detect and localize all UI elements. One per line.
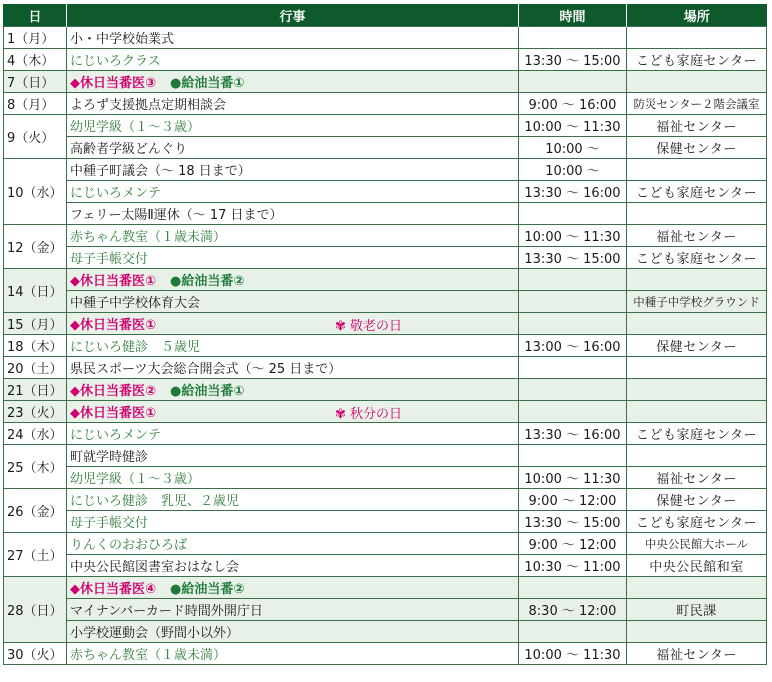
table-row-holiday bbox=[4, 379, 767, 401]
place-cell bbox=[627, 313, 767, 335]
day-cell: 15（月） bbox=[4, 313, 67, 335]
day-cell: 25（木） bbox=[4, 445, 67, 489]
event-cell bbox=[67, 577, 519, 599]
time-cell bbox=[519, 621, 627, 643]
place-cell bbox=[627, 203, 767, 225]
day-cell: 9（火） bbox=[4, 115, 67, 159]
day-cell: 18（木） bbox=[4, 335, 67, 357]
table-row bbox=[4, 489, 767, 511]
table-row bbox=[4, 159, 767, 181]
flower-icon: ✾ bbox=[335, 319, 346, 334]
holiday-doctor-duty: ◆休日当番医③ bbox=[70, 76, 157, 91]
place-cell: こども家庭センター bbox=[627, 49, 767, 71]
place-cell: 中央公民館大ホール bbox=[627, 533, 767, 555]
time-cell: 9:00 ～ 12:00 bbox=[519, 533, 627, 555]
place-cell: こども家庭センター bbox=[627, 247, 767, 269]
table-row bbox=[4, 423, 767, 445]
event-cell bbox=[67, 71, 519, 93]
time-cell bbox=[519, 401, 627, 423]
place-cell: 中種子中学校グラウンド bbox=[627, 291, 767, 313]
place-cell: 保健センター bbox=[627, 335, 767, 357]
day-cell: 8（月） bbox=[4, 93, 67, 115]
time-cell: 10:00 ～ bbox=[519, 159, 627, 181]
header-day: 日 bbox=[4, 4, 67, 27]
table-row bbox=[4, 115, 767, 137]
day-cell: 30（火） bbox=[4, 643, 67, 665]
event-cell: にじいろメンテ bbox=[67, 181, 519, 203]
event-cell: 中央公民館図書室おはなし会 bbox=[67, 555, 519, 577]
place-cell bbox=[627, 445, 767, 467]
holiday-doctor-duty: ◆休日当番医② bbox=[70, 384, 157, 399]
national-holiday bbox=[335, 315, 402, 334]
place-cell bbox=[627, 269, 767, 291]
time-cell bbox=[519, 445, 627, 467]
time-cell bbox=[519, 291, 627, 313]
event-cell: よろず支援拠点定期相談会 bbox=[67, 93, 519, 115]
time-cell: 9:00 ～ 12:00 bbox=[519, 489, 627, 511]
time-cell: 10:00 ～ 11:30 bbox=[519, 225, 627, 247]
table-row bbox=[4, 335, 767, 357]
header-event: 行事 bbox=[67, 4, 519, 27]
time-cell: 13:30 ～ 16:00 bbox=[519, 181, 627, 203]
time-cell bbox=[519, 269, 627, 291]
fuel-duty: ●給油当番① bbox=[170, 76, 245, 91]
place-cell bbox=[627, 379, 767, 401]
holiday-doctor-duty: ◆休日当番医④ bbox=[70, 582, 157, 597]
time-cell: 13:00 ～ 16:00 bbox=[519, 335, 627, 357]
fuel-duty: ●給油当番② bbox=[170, 274, 245, 289]
day-cell: 7（日） bbox=[4, 71, 67, 93]
events-calendar-table bbox=[3, 4, 767, 665]
time-cell bbox=[519, 203, 627, 225]
event-cell: 赤ちゃん教室（１歳未満） bbox=[67, 225, 519, 247]
table-row bbox=[4, 467, 767, 489]
table-row bbox=[4, 599, 767, 621]
place-cell: 福祉センター bbox=[627, 643, 767, 665]
table-row bbox=[4, 445, 767, 467]
fuel-duty: ●給油当番② bbox=[170, 582, 245, 597]
time-cell bbox=[519, 379, 627, 401]
time-cell: 13:30 ～ 16:00 bbox=[519, 423, 627, 445]
event-cell: フェリー太陽Ⅱ運休（～ 17 日まで） bbox=[67, 203, 519, 225]
time-cell: 10:00 ～ 11:30 bbox=[519, 115, 627, 137]
day-cell: 24（水） bbox=[4, 423, 67, 445]
flower-icon: ✾ bbox=[335, 407, 346, 422]
national-holiday bbox=[335, 403, 402, 422]
day-cell: 12（金） bbox=[4, 225, 67, 269]
place-cell bbox=[627, 71, 767, 93]
place-cell: こども家庭センター bbox=[627, 511, 767, 533]
place-cell: 福祉センター bbox=[627, 115, 767, 137]
table-row bbox=[4, 247, 767, 269]
table-row bbox=[4, 533, 767, 555]
table-row bbox=[4, 181, 767, 203]
event-cell: にじいろメンテ bbox=[67, 423, 519, 445]
day-cell: 1（月） bbox=[4, 27, 67, 49]
table-row-holiday bbox=[4, 269, 767, 291]
day-cell: 10（水） bbox=[4, 159, 67, 225]
event-cell: 県民スポーツ大会総合開会式（～ 25 日まで） bbox=[67, 357, 519, 379]
time-cell: 10:00 ～ 11:30 bbox=[519, 643, 627, 665]
table-row bbox=[4, 137, 767, 159]
event-cell: マイナンバーカード時間外開庁日 bbox=[67, 599, 519, 621]
day-cell: 23（火） bbox=[4, 401, 67, 423]
event-cell: 中種子中学校体育大会 bbox=[67, 291, 519, 313]
holiday-doctor-duty: ◆休日当番医① bbox=[70, 318, 157, 333]
place-cell bbox=[627, 159, 767, 181]
table-row bbox=[4, 357, 767, 379]
table-row bbox=[4, 27, 767, 49]
holiday-name-label: 敬老の日 bbox=[350, 319, 403, 334]
event-cell: 高齢者学級どんぐり bbox=[67, 137, 519, 159]
event-cell: にじいろ健診 乳児、２歳児 bbox=[67, 489, 519, 511]
event-cell: 母子手帳交付 bbox=[67, 247, 519, 269]
event-cell: 幼児学級（１～３歳） bbox=[67, 115, 519, 137]
time-cell: 13:30 ～ 15:00 bbox=[519, 511, 627, 533]
time-cell: 10:30 ～ 11:00 bbox=[519, 555, 627, 577]
table-row bbox=[4, 93, 767, 115]
event-cell: にじいろ健診 ５歳児 bbox=[67, 335, 519, 357]
time-cell: 10:00 ～ 11:30 bbox=[519, 467, 627, 489]
place-cell: こども家庭センター bbox=[627, 423, 767, 445]
event-cell bbox=[67, 401, 519, 423]
table-row bbox=[4, 621, 767, 643]
table-row bbox=[4, 643, 767, 665]
table-row bbox=[4, 49, 767, 71]
place-cell: 町民課 bbox=[627, 599, 767, 621]
time-cell: 8:30 ～ 12:00 bbox=[519, 599, 627, 621]
table-row bbox=[4, 555, 767, 577]
event-cell: 中種子町議会（～ 18 日まで） bbox=[67, 159, 519, 181]
event-cell: にじいろクラス bbox=[67, 49, 519, 71]
place-cell: 福祉センター bbox=[627, 467, 767, 489]
event-cell: 町就学時健診 bbox=[67, 445, 519, 467]
holiday-doctor-duty: ◆休日当番医① bbox=[70, 274, 157, 289]
place-cell: 保健センター bbox=[627, 137, 767, 159]
table-row bbox=[4, 225, 767, 247]
table-row-holiday bbox=[4, 577, 767, 599]
day-cell: 26（金） bbox=[4, 489, 67, 533]
day-cell: 28（日） bbox=[4, 577, 67, 643]
day-cell: 14（日） bbox=[4, 269, 67, 313]
table-row bbox=[4, 203, 767, 225]
event-cell bbox=[67, 379, 519, 401]
event-cell bbox=[67, 313, 519, 335]
time-cell: 13:30 ～ 15:00 bbox=[519, 247, 627, 269]
day-cell: 21（日） bbox=[4, 379, 67, 401]
table-row-holiday bbox=[4, 71, 767, 93]
holiday-name-label: 秋分の日 bbox=[350, 407, 403, 422]
time-cell bbox=[519, 577, 627, 599]
place-cell: こども家庭センター bbox=[627, 181, 767, 203]
time-cell: 10:00 ～ bbox=[519, 137, 627, 159]
time-cell: 9:00 ～ 16:00 bbox=[519, 93, 627, 115]
event-cell: 幼児学級（１～３歳） bbox=[67, 467, 519, 489]
table-row-holiday bbox=[4, 313, 767, 335]
table-row-holiday bbox=[4, 401, 767, 423]
place-cell: 防災センター２階会議室 bbox=[627, 93, 767, 115]
event-cell: 赤ちゃん教室（１歳未満） bbox=[67, 643, 519, 665]
holiday-doctor-duty: ◆休日当番医① bbox=[70, 406, 157, 421]
event-cell bbox=[67, 269, 519, 291]
place-cell bbox=[627, 577, 767, 599]
time-cell bbox=[519, 71, 627, 93]
place-cell bbox=[627, 27, 767, 49]
header-time: 時間 bbox=[519, 4, 627, 27]
event-cell: 小・中学校始業式 bbox=[67, 27, 519, 49]
event-cell: りんくのおおひろば bbox=[67, 533, 519, 555]
day-cell: 20（土） bbox=[4, 357, 67, 379]
day-cell: 4（木） bbox=[4, 49, 67, 71]
table-header-row bbox=[4, 4, 767, 27]
time-cell bbox=[519, 313, 627, 335]
fuel-duty: ●給油当番① bbox=[170, 384, 245, 399]
table-row bbox=[4, 291, 767, 313]
place-cell: 保健センター bbox=[627, 489, 767, 511]
place-cell bbox=[627, 401, 767, 423]
table-row bbox=[4, 511, 767, 533]
place-cell bbox=[627, 621, 767, 643]
header-place: 場所 bbox=[627, 4, 767, 27]
event-cell: 小学校運動会（野間小以外） bbox=[67, 621, 519, 643]
time-cell bbox=[519, 27, 627, 49]
day-cell: 27（土） bbox=[4, 533, 67, 577]
event-cell: 母子手帳交付 bbox=[67, 511, 519, 533]
place-cell: 中央公民館和室 bbox=[627, 555, 767, 577]
place-cell: 福祉センター bbox=[627, 225, 767, 247]
place-cell bbox=[627, 357, 767, 379]
time-cell: 13:30 ～ 15:00 bbox=[519, 49, 627, 71]
time-cell bbox=[519, 357, 627, 379]
